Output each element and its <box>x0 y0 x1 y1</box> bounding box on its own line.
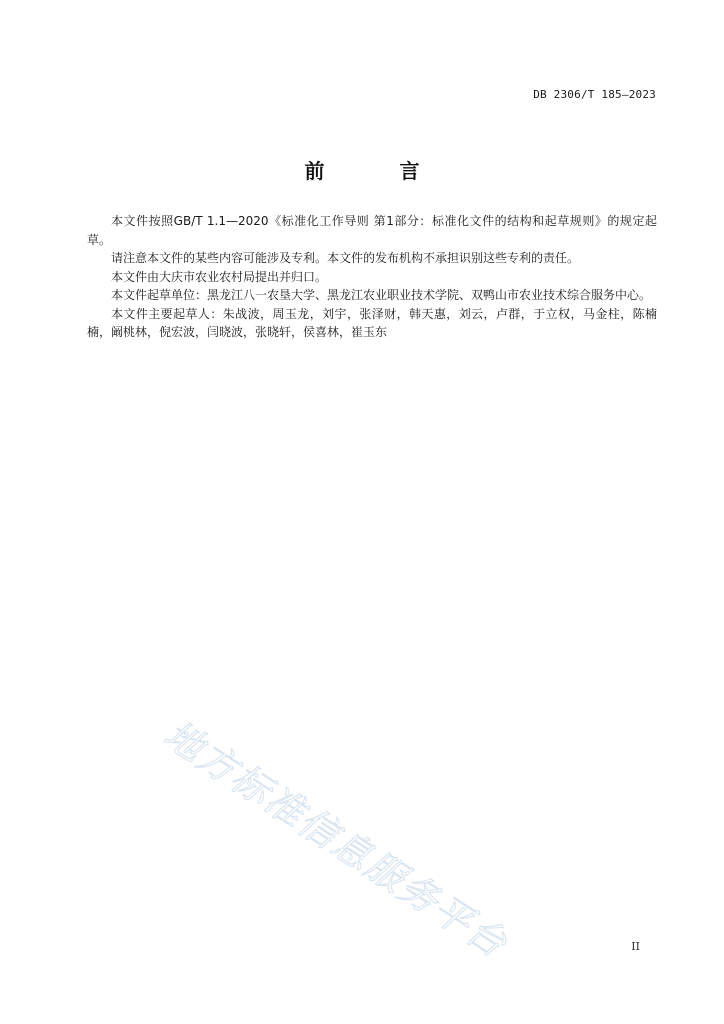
paragraph-patent-notice: 请注意本文件的某些内容可能涉及专利。本文件的发布机构不承担识别这些专利的责任。 <box>111 251 580 265</box>
document-code: DB 2306/T 185—2023 <box>533 88 656 101</box>
paragraph-drafters: 本文件主要起草人：朱战波，周玉龙，刘宇，张泽财，韩天惠，刘云，卢群，于立权，马金柱，陈楠楠，阚桃林，倪宏波，闫晓波，张晓轩，侯喜林，崔玉东 <box>87 306 657 339</box>
watermark-text: 地方标准信息服务平台 <box>156 711 516 967</box>
page-number: II <box>631 940 640 953</box>
paragraph-drafting-rules: 本文件按照GB/T 1.1—2020《标准化工作导则 第1部分：标准化文件的结构和起草规则》的规定起草。 <box>87 214 657 247</box>
page-title: 前 言 <box>304 159 454 183</box>
paragraph-proposer: 本文件由大庆市农业农村局提出并归口。 <box>111 269 328 284</box>
paragraph-drafting-units: 本文件起草单位：黑龙江八一农垦大学、黑龙江农业职业技术学院、双鸭山市农业技术综合服务中心。 <box>111 288 652 302</box>
foreword-body <box>87 212 657 342</box>
